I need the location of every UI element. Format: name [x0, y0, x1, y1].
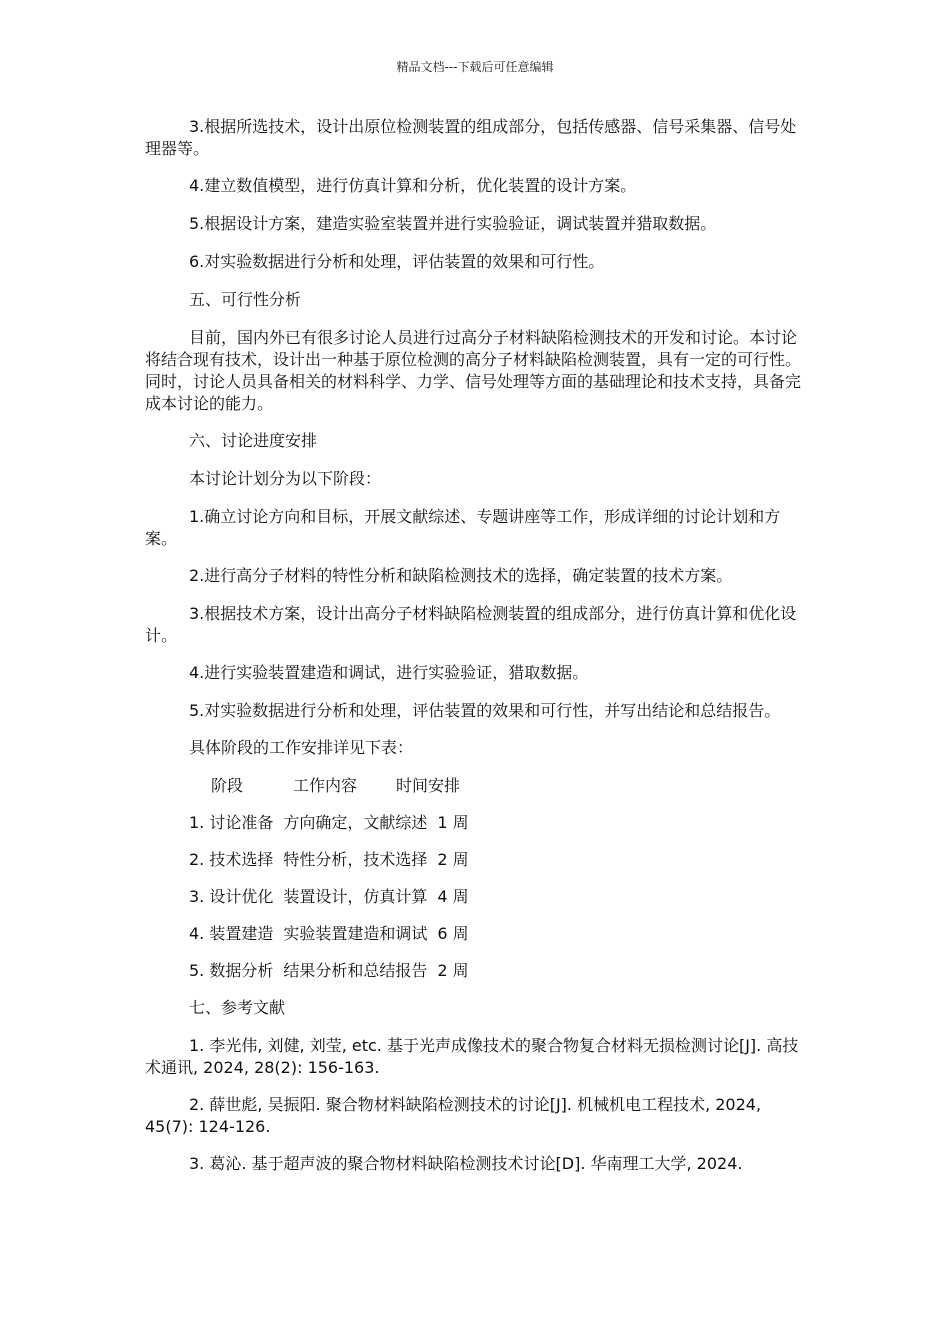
paragraph-step-4: 4.建立数值模型，进行仿真计算和分析，优化装置的设计方案。 — [189, 176, 637, 195]
paragraph-schedule-intro: 本讨论计划分为以下阶段： — [189, 469, 382, 488]
paragraph-stage-5: 5.对实验数据进行分析和处理，评估装置的效果和可行性，并写出结论和总结报告。 — [189, 701, 781, 720]
table-cell-stage: 4. 装置建造 — [189, 924, 274, 943]
document-body — [145, 116, 805, 1190]
paragraph-stage-4: 4.进行实验装置建造和调试，进行实验验证，猎取数据。 — [189, 663, 589, 682]
table-header-stage: 阶段 — [211, 776, 244, 795]
paragraph-feasibility: 目前，国内外已有很多讨论人员进行过高分子材料缺陷检测技术的开发和讨论。本讨论将结合现有技术，设计出一种基于原位检测的高分子材料缺陷检测装置，具有一定的可行性。同时，讨论人员具备相关的材料科学、力学、信号处理等方面的基础理论和技术支持，具备完成本讨论的能力。 — [145, 328, 802, 413]
paragraph-stage-2: 2.进行高分子材料的特性分析和缺陷检测技术的选择，确定装置的技术方案。 — [189, 566, 733, 585]
table-row — [145, 960, 805, 982]
section-heading-schedule: 六、讨论进度安排 — [189, 431, 318, 450]
reference-item: 3. 葛沁. 基于超声波的聚合物材料缺陷检测技术讨论[D]. 华南理工大学, 2024. — [189, 1154, 743, 1173]
paragraph-step-5: 5.根据设计方案，建造实验室装置并进行实验验证，调试装置并猎取数据。 — [189, 214, 717, 233]
reference-item: 1. 李光伟, 刘健, 刘莹, etc. 基于光声成像技术的聚合物复合材料无损检测讨论[J]. 高技术通讯, 2024, 28(2): 156-163. — [145, 1036, 799, 1077]
table-cell-stage: 2. 技术选择 — [189, 850, 274, 869]
paragraph-table-intro: 具体阶段的工作安排详见下表： — [189, 738, 414, 757]
paragraph-step-3: 3.根据所选技术，设计出原位检测装置的组成部分，包括传感器、信号采集器、信号处理器等。 — [145, 117, 797, 158]
table-row — [145, 849, 805, 871]
table-cell-content: 结果分析和总结报告 — [283, 961, 428, 980]
section-heading-references: 七、参考文献 — [189, 998, 286, 1017]
table-cell-content: 实验装置建造和调试 — [283, 924, 428, 943]
table-cell-stage: 5. 数据分析 — [189, 961, 274, 980]
table-cell-content: 装置设计，仿真计算 — [283, 887, 428, 906]
schedule-table-header — [145, 775, 805, 797]
paragraph-stage-3: 3.根据技术方案，设计出高分子材料缺陷检测装置的组成部分，进行仿真计算和优化设计。 — [145, 604, 797, 645]
table-cell-time: 4 周 — [437, 887, 469, 906]
page-header: 精品文档---下载后可任意编辑 — [396, 60, 554, 74]
table-cell-time: 6 周 — [437, 924, 469, 943]
table-cell-stage: 1. 讨论准备 — [189, 813, 274, 832]
paragraph-step-6: 6.对实验数据进行分析和处理，评估装置的效果和可行性。 — [189, 252, 605, 271]
paragraph-stage-1: 1.确立讨论方向和目标，开展文献综述、专题讲座等工作，形成详细的讨论计划和方案。 — [145, 507, 781, 548]
table-cell-content: 方向确定，文献综述 — [283, 813, 428, 832]
table-cell-time: 1 周 — [437, 813, 469, 832]
table-header-content: 工作内容 — [293, 776, 358, 795]
table-row — [145, 923, 805, 945]
table-cell-content: 特性分析，技术选择 — [283, 850, 428, 869]
table-cell-time: 2 周 — [437, 961, 469, 980]
table-cell-time: 2 周 — [437, 850, 469, 869]
table-cell-stage: 3. 设计优化 — [189, 887, 274, 906]
table-row — [145, 812, 805, 834]
section-heading-feasibility: 五、可行性分析 — [189, 290, 302, 309]
table-row — [145, 886, 805, 908]
table-header-time: 时间安排 — [396, 776, 461, 795]
reference-item: 2. 薛世彪, 吴振阳. 聚合物材料缺陷检测技术的讨论[J]. 机械机电工程技术, 2024, 45(7): 124-126. — [145, 1095, 762, 1136]
